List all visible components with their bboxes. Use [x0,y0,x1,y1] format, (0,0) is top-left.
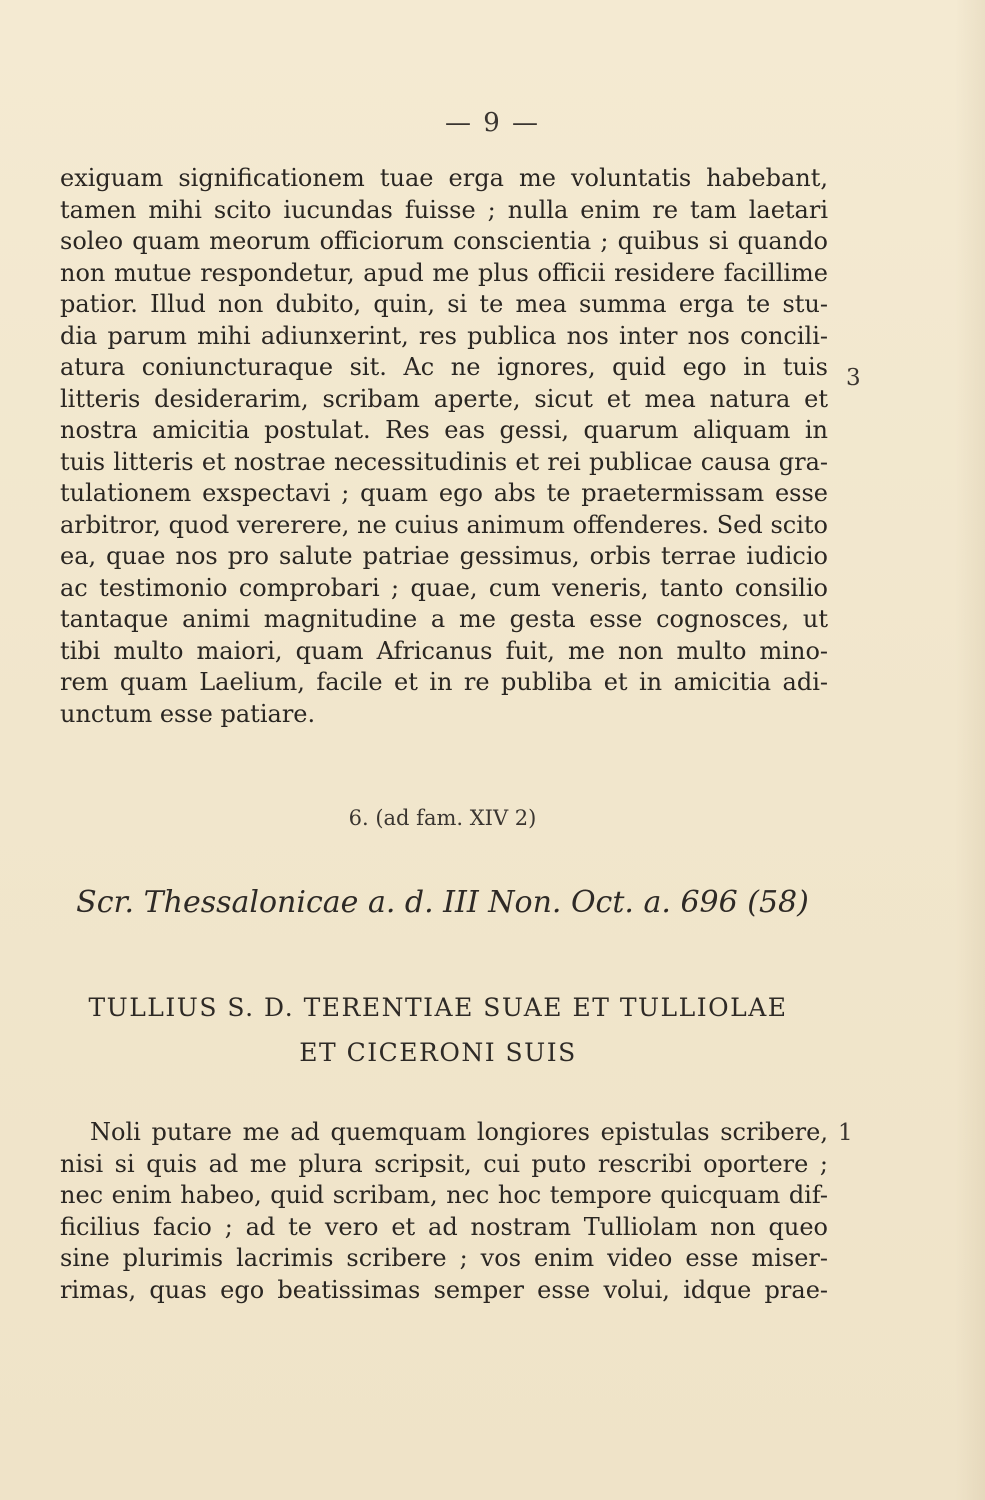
letter-number: 6. (ad fam. XIV 2) [348,806,537,830]
text-line: arbitror, quod vererere, ne cuius animum offenderes. Sed scito [60,510,828,539]
text-line: ea, quae nos pro salute patriae gessimus, orbis terrae iudicio [60,542,828,570]
paragraph-letter-5-end [60,163,828,730]
text-line: tuis litteris et nostrae necessitudinis et rei publicae causa gra- [60,447,828,476]
text-line: dia parum mihi adiunxerint, res publica nos inter nos concili- [60,321,828,350]
page-number: — 9 — [444,108,541,138]
text-line: unctum esse patiare. [60,699,316,728]
text-line: ficilius facio ; ad te vero et ad nostram Tulliolam non queo [60,1212,828,1241]
text-line: nec enim habeo, quid scribam, nec hoc tempore quicquam dif- [60,1181,828,1209]
text-line: soleo quam meorum officiorum conscientia ; quibus si quando [60,227,828,255]
text-line: patior. Illud non dubito, quin, si te mea summa erga te stu- [60,290,828,318]
text-line: rimas, quas ego beatissimas semper esse volui, idque prae- [60,1275,828,1304]
text-line: ac testimonio comprobari ; quae, cum veneris, tanto consilio [60,573,828,602]
margin-section-number: 3 [846,365,861,391]
text-line: rem quam Laelium, facile et in re publiba et in amicitia adi- [60,668,828,696]
text-line: sine plurimis lacrimis scribere ; vos enim video esse miser- [60,1244,828,1272]
paragraph-letter-6-start [60,1117,828,1306]
dateline: Scr. Thessalonicae a. d. III Non. Oct. a. 696 (58) [76,885,809,920]
salutation-line: TULLIUS S. D. TERENTIAE SUAE ET TULLIOLAE [88,993,788,1022]
salutation-heading [48,985,828,1075]
text-line: litteris desiderarim, scribam aperte, sicut et mea natura et [60,384,828,413]
text-line: atura coniuncturaque sit. Ac ne ignores, quid ego in tuis [60,353,828,381]
text-line: Noli putare me ad quemquam longiores epistulas scribere, [90,1118,828,1146]
text-line: nostra amicitia postulat. Res eas gessi, quarum aliquam in [60,416,828,444]
text-line: exiguam significationem tuae erga me voluntatis habebant, [60,164,828,192]
margin-section-number: 1 [838,1120,853,1146]
text-line: tamen mihi scito iucundas fuisse ; nulla enim re tam laetari [60,195,828,224]
text-line: nisi si quis ad me plura scripsit, cui puto rescribi oportere ; [60,1149,828,1178]
salutation-line: ET CICERONI SUIS [299,1038,577,1067]
text-line: tantaque animi magnitudine a me gesta esse cognosces, ut [60,605,828,633]
text-line: tulationem exspectavi ; quam ego abs te praetermissam esse [60,479,828,507]
page-edge-shadow [955,0,985,1500]
text-line: tibi multo maiori, quam Africanus fuit, me non multo mino- [60,636,828,665]
text-line: non mutue respondetur, apud me plus officii residere facillime [60,258,828,287]
